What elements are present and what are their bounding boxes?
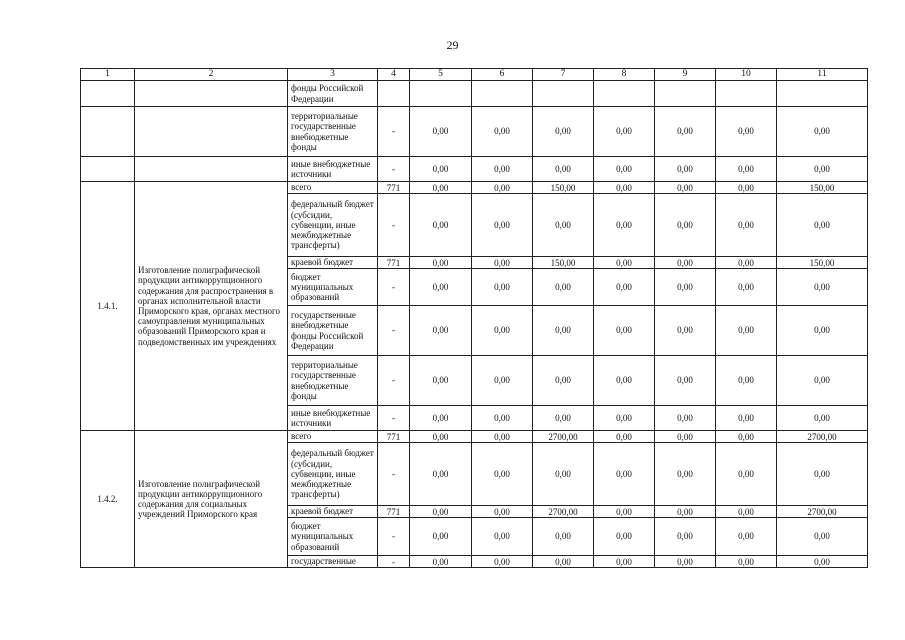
item-description [135,157,288,182]
amount-cell: 0,00 [472,556,533,568]
amount-cell: 0,00 [655,406,716,431]
table-row [81,107,868,157]
amount-cell: 0,00 [533,556,594,568]
amount-cell: 0,00 [472,443,533,506]
item-number [81,81,135,107]
amount-cell: 0,00 [472,157,533,182]
amount-cell: 0,00 [533,406,594,431]
amount-cell: 150,00 [777,257,868,269]
table-row [81,81,868,107]
amount-cell [410,81,472,107]
amount-cell: 0,00 [777,157,868,182]
item-description [135,81,288,107]
column-number: 3 [288,69,378,81]
column-number: 6 [472,69,533,81]
item-description: Изготовление полиграфической продукции антикоррупционного содержания для социальных учреждений Приморского края [135,431,288,568]
column-number: 1 [81,69,135,81]
funding-source: иные внебюджетные источники [288,406,378,431]
item-description [135,107,288,157]
amount-cell: 0,00 [594,518,655,556]
amount-cell: 0,00 [716,182,777,194]
funding-source: краевой бюджет [288,506,378,518]
column-number: 5 [410,69,472,81]
amount-cell: 0,00 [594,194,655,257]
amount-cell: 0,00 [594,257,655,269]
amount-cell: 0,00 [655,506,716,518]
amount-cell: 0,00 [533,306,594,356]
funding-source: территориальные государственные внебюджетные фонды [288,107,378,157]
amount-cell: 0,00 [716,443,777,506]
amount-cell: 0,00 [716,107,777,157]
column-number: 8 [594,69,655,81]
item-number: 1.4.2. [81,431,135,568]
budget-code: - [378,406,410,431]
amount-cell: 0,00 [410,107,472,157]
funding-source: государственные внебюджетные фонды Российской Федерации [288,306,378,356]
amount-cell: 150,00 [533,257,594,269]
column-number-row [81,69,868,81]
funding-source: бюджет муниципальных образований [288,518,378,556]
amount-cell: 0,00 [472,194,533,257]
funding-source: федеральный бюджет (субсидии, субвенции, иные межбюджетные трансферты) [288,443,378,506]
amount-cell: 0,00 [410,406,472,431]
amount-cell: 0,00 [533,443,594,506]
amount-cell: 0,00 [472,506,533,518]
amount-cell: 0,00 [410,194,472,257]
amount-cell: 0,00 [716,257,777,269]
amount-cell: 0,00 [594,107,655,157]
funding-source: всего [288,431,378,443]
page-number: 29 [446,38,459,52]
funding-source: всего [288,182,378,194]
amount-cell [777,81,868,107]
column-number: 7 [533,69,594,81]
amount-cell [533,81,594,107]
budget-code: 771 [378,431,410,443]
budget-code: 771 [378,506,410,518]
item-number: 1.4.1. [81,182,135,431]
table-body [81,69,868,568]
budget-code: - [378,306,410,356]
amount-cell: 0,00 [533,518,594,556]
column-number: 4 [378,69,410,81]
amount-cell: 0,00 [777,269,868,306]
amount-cell: 0,00 [655,194,716,257]
item-number [81,107,135,157]
amount-cell [655,81,716,107]
amount-cell: 0,00 [716,306,777,356]
table-row [81,182,868,194]
budget-code: - [378,443,410,506]
budget-code: - [378,107,410,157]
amount-cell: 0,00 [594,406,655,431]
amount-cell: 0,00 [533,157,594,182]
amount-cell: 2700,00 [777,506,868,518]
amount-cell: 0,00 [594,356,655,406]
budget-code: - [378,269,410,306]
budget-code [378,81,410,107]
amount-cell: 0,00 [655,518,716,556]
amount-cell: 0,00 [716,157,777,182]
amount-cell: 0,00 [533,194,594,257]
amount-cell: 0,00 [716,556,777,568]
funding-source: краевой бюджет [288,257,378,269]
column-number: 9 [655,69,716,81]
item-description: Изготовление полиграфической продукции антикоррупционного содержания для распространения в органах исполнительной власти Приморского края, органах местного самоуправления муниципальных образований Приморского края и подведомственных им учреждениях [135,182,288,431]
amount-cell: 0,00 [594,306,655,356]
amount-cell [716,81,777,107]
amount-cell: 0,00 [777,518,868,556]
funding-source: фонды Российской Федерации [288,81,378,107]
funding-source: бюджет муниципальных образований [288,269,378,306]
amount-cell: 0,00 [594,443,655,506]
amount-cell: 0,00 [472,431,533,443]
budget-code: 771 [378,257,410,269]
amount-cell: 150,00 [777,182,868,194]
budget-code: - [378,194,410,257]
amount-cell: 0,00 [410,157,472,182]
amount-cell: 0,00 [410,269,472,306]
amount-cell: 0,00 [410,443,472,506]
budget-code: - [378,157,410,182]
amount-cell: 0,00 [655,269,716,306]
amount-cell: 0,00 [716,194,777,257]
budget-code: - [378,518,410,556]
amount-cell: 0,00 [655,431,716,443]
amount-cell [594,81,655,107]
amount-cell: 0,00 [472,257,533,269]
amount-cell: 0,00 [655,306,716,356]
amount-cell: 0,00 [777,194,868,257]
amount-cell: 0,00 [594,431,655,443]
amount-cell: 0,00 [777,356,868,406]
amount-cell: 0,00 [655,182,716,194]
amount-cell: 0,00 [716,518,777,556]
table-row [81,431,868,443]
amount-cell: 0,00 [655,443,716,506]
amount-cell: 2700,00 [533,506,594,518]
amount-cell: 2700,00 [533,431,594,443]
amount-cell: 0,00 [594,182,655,194]
amount-cell: 0,00 [716,431,777,443]
amount-cell: 150,00 [533,182,594,194]
funding-source: территориальные государственные внебюджетные фонды [288,356,378,406]
amount-cell [472,81,533,107]
amount-cell: 0,00 [533,107,594,157]
amount-cell: 0,00 [655,556,716,568]
amount-cell: 0,00 [655,356,716,406]
amount-cell: 0,00 [472,107,533,157]
funding-source: государственные [288,556,378,568]
amount-cell: 0,00 [410,182,472,194]
amount-cell: 0,00 [410,556,472,568]
budget-code: - [378,556,410,568]
amount-cell: 0,00 [716,506,777,518]
amount-cell: 0,00 [655,157,716,182]
amount-cell: 0,00 [716,356,777,406]
amount-cell: 0,00 [533,356,594,406]
amount-cell: 0,00 [716,269,777,306]
amount-cell: 2700,00 [777,431,868,443]
amount-cell: 0,00 [594,157,655,182]
amount-cell: 0,00 [472,518,533,556]
column-number: 2 [135,69,288,81]
amount-cell: 0,00 [594,269,655,306]
column-number: 11 [777,69,868,81]
amount-cell: 0,00 [533,269,594,306]
amount-cell: 0,00 [594,506,655,518]
amount-cell: 0,00 [410,506,472,518]
amount-cell: 0,00 [472,306,533,356]
amount-cell: 0,00 [777,406,868,431]
column-number: 10 [716,69,777,81]
amount-cell: 0,00 [472,356,533,406]
amount-cell: 0,00 [777,443,868,506]
amount-cell: 0,00 [655,107,716,157]
amount-cell: 0,00 [472,406,533,431]
budget-code: 771 [378,182,410,194]
table-row [81,157,868,182]
amount-cell: 0,00 [410,431,472,443]
amount-cell: 0,00 [777,107,868,157]
funding-source: иные внебюджетные источники [288,157,378,182]
funding-source: федеральный бюджет (субсидии, субвенции, иные межбюджетные трансферты) [288,194,378,257]
item-number [81,157,135,182]
amount-cell: 0,00 [410,356,472,406]
amount-cell: 0,00 [655,257,716,269]
amount-cell: 0,00 [472,182,533,194]
budget-code: - [378,356,410,406]
amount-cell: 0,00 [410,518,472,556]
budget-table [80,68,868,568]
amount-cell: 0,00 [410,257,472,269]
amount-cell: 0,00 [594,556,655,568]
amount-cell: 0,00 [472,269,533,306]
amount-cell: 0,00 [777,556,868,568]
amount-cell: 0,00 [777,306,868,356]
amount-cell: 0,00 [716,406,777,431]
amount-cell: 0,00 [410,306,472,356]
